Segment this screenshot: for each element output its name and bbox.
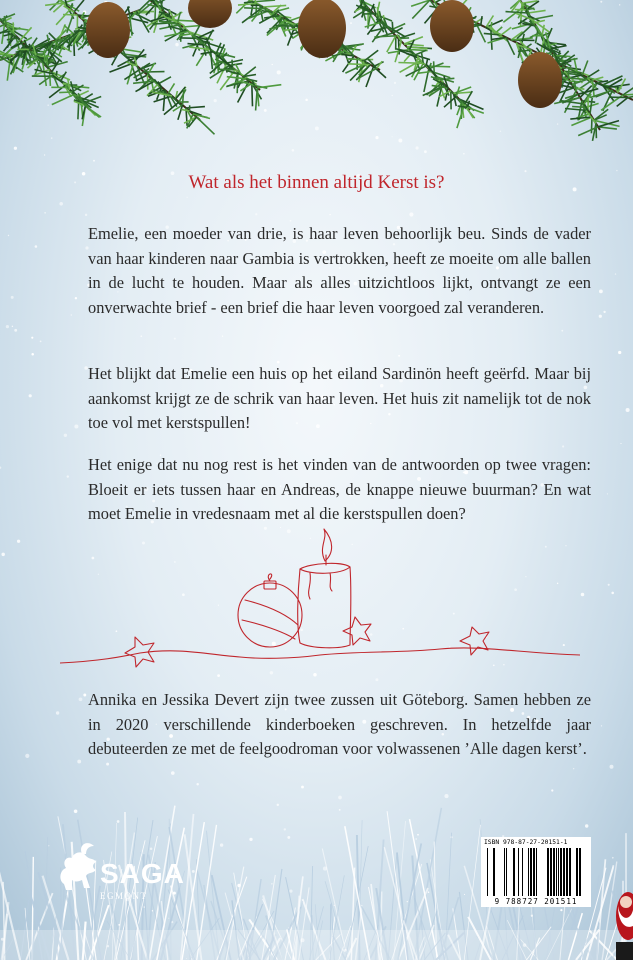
- pinecone-icon: [86, 0, 562, 108]
- candle-ornament-icon: [60, 525, 580, 675]
- barcode-bars: [487, 848, 585, 896]
- isbn-label: ISBN 978-87-27-20151-1: [484, 839, 568, 846]
- isbn-barcode: [481, 837, 591, 907]
- blurb-paragraph-3: Het enige dat nu nog rest is het vinden van de antwoorden op twee vragen: Bloeit er iets tussen haar en Andreas, de knappe nieuwe buurman? En wat moet Emelie in vredesnaam met al die kerstspullen doen?: [88, 455, 591, 524]
- barcode-digits: 9 788727 201511: [494, 897, 578, 906]
- tagline: Wat als het binnen altijd Kerst is?: [188, 172, 445, 193]
- pine-branches-decoration: [0, 0, 633, 175]
- blurb-paragraph-2: Het blijkt dat Emelie een huis op het eiland Sardinön heeft geërfd. Maar bij aankomst krijgt ze de schrik van haar leven. Het huis zit namelijk tot de nok toe vol met kerstspullen!: [88, 364, 591, 433]
- publisher-logo-subtext: EGMONT: [100, 891, 148, 901]
- santa-figure-decoration: [614, 880, 633, 960]
- blurb-paragraph-1: Emelie, een moeder van drie, is haar leven behoorlijk beu. Sinds de vader van haar kinderen naar Gambia is vertrokken, heeft ze moeite om alle ballen in de lucht te houden. Maar als alles uitzichtloos lijkt, ontvangt ze een onverwachte brief - een brief die haar leven voorgoed zal veranderen.: [88, 224, 591, 317]
- author-bio: Annika en Jessika Devert zijn twee zussen uit Göteborg. Samen hebben ze in 2020 verschillende kinderboeken geschreven. In hetzelfde jaar debuteerden ze met de feelgoodroman voor volwassenen ’Alle dagen kerst’.: [88, 690, 591, 759]
- publisher-logo-text: SAGA: [100, 858, 185, 889]
